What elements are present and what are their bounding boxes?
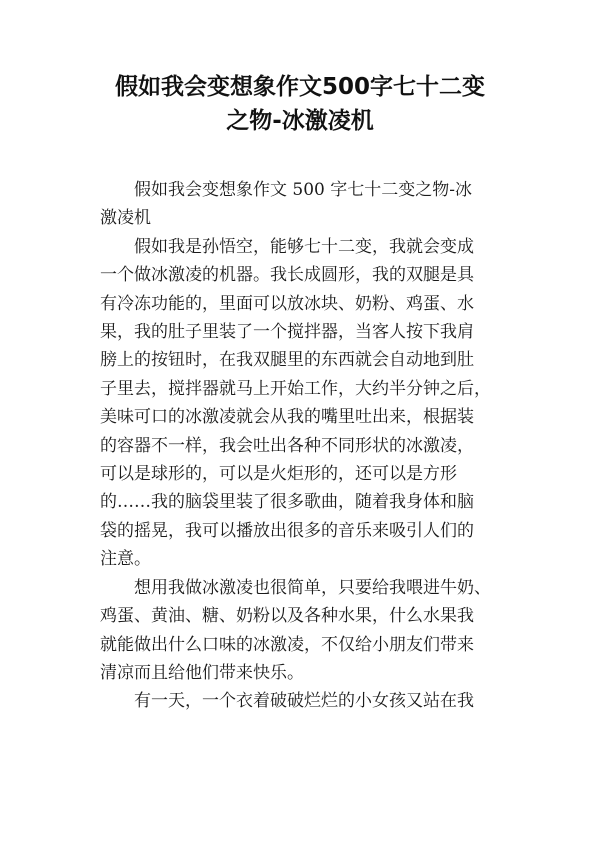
text-line: 果，我的肚子里装了一个搅拌器，当客人按下我肩 xyxy=(100,322,474,343)
paragraph-1 xyxy=(100,176,510,233)
text-line: 子里去，搅拌器就马上开始工作，大约半分钟之后， xyxy=(100,378,491,399)
paragraph-4 xyxy=(100,687,510,715)
text-line: 可以是球形的，可以是火炬形的，还可以是方形 xyxy=(100,464,457,485)
paragraph-2 xyxy=(100,233,510,574)
text-line: 膀上的按钮时，在我双腿里的东西就会自动地到肚 xyxy=(100,350,474,371)
text-line: 有一天，一个衣着破破烂烂的小女孩又站在我 xyxy=(134,691,474,712)
text-line: 一个做冰激凌的机器。我长成圆形，我的双腿是具 xyxy=(100,265,474,286)
paragraph-3 xyxy=(100,574,510,688)
text-line: 美味可口的冰激凌就会从我的嘴里吐出来，根据装 xyxy=(100,407,474,428)
text-line: 注意。 xyxy=(100,549,151,570)
text-line: 清凉而且给他们带来快乐。 xyxy=(100,662,304,683)
text-line: 鸡蛋、黄油、糖、奶粉以及各种水果，什么水果我 xyxy=(100,606,474,627)
document-title xyxy=(60,70,540,138)
text-line: 想用我做冰激凌也很简单，只要给我喂进牛奶、 xyxy=(134,577,491,598)
text-line: 的容器不一样，我会吐出各种不同形状的冰激凌， xyxy=(100,435,474,456)
document-body xyxy=(100,176,510,716)
title-line-1: 假如我会变想象作文500字七十二变 xyxy=(114,74,485,100)
text-line: 袋的摇晃，我可以播放出很多的音乐来吸引人们的 xyxy=(100,520,474,541)
text-line: 就能做出什么口味的冰激凌，不仅给小朋友们带来 xyxy=(100,634,474,655)
text-line: 有冷冻功能的，里面可以放冰块、奶粉、鸡蛋、水 xyxy=(100,293,474,314)
title-line-2: 之物-冰激凌机 xyxy=(226,108,374,134)
text-line: 激凌机 xyxy=(100,208,151,229)
text-line: 的……我的脑袋里装了很多歌曲，随着我身体和脑 xyxy=(100,492,474,513)
text-line: 假如我会变想象作文 500 字七十二变之物-冰 xyxy=(134,180,472,200)
text-line: 假如我是孙悟空，能够七十二变，我就会变成 xyxy=(134,236,474,257)
